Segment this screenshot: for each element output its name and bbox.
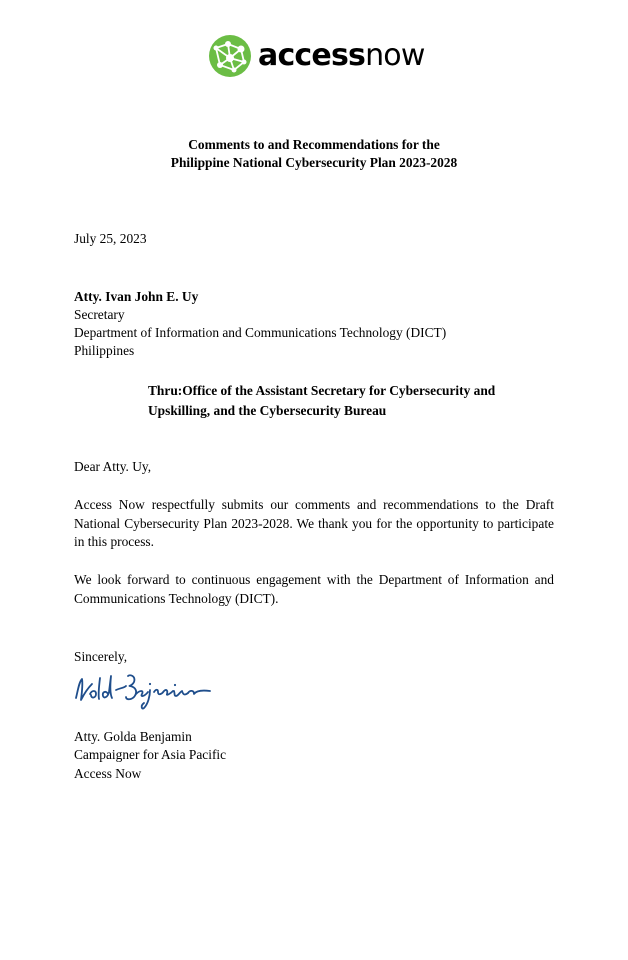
signatory-name: Atty. Golda Benjamin <box>74 729 192 744</box>
thru-line-1: Thru:Office of the Assistant Secretary for Cybersecurity and <box>148 383 496 398</box>
recipient-department: Department of Information and Communications Technology (DICT) <box>74 325 447 340</box>
letter-date: July 25, 2023 <box>74 231 147 246</box>
accessnow-logo <box>208 34 425 78</box>
thru-line-2: Upskilling, and the Cybersecurity Bureau <box>148 403 387 418</box>
title-line-2: Philippine National Cybersecurity Plan 2023-2028 <box>170 155 458 170</box>
salutation: Dear Atty. Uy, <box>74 459 152 474</box>
closing: Sincerely, <box>74 649 128 664</box>
title-line-1: Comments to and Recommendations for the <box>188 137 440 152</box>
recipient-name: Atty. Ivan John E. Uy <box>74 289 199 304</box>
body-paragraph-2: We look forward to continuous engagement with the Department of Information and Communications Technology (DICT). <box>74 572 554 606</box>
body-paragraph-1: Access Now respectfully submits our comments and recommendations to the Draft National Cybersecurity Plan 2023-2028. We thank you for the opportunity to participate in this process. <box>74 497 554 550</box>
globe-icon <box>208 34 252 78</box>
document-title <box>0 136 628 172</box>
recipient-position: Secretary <box>74 307 125 322</box>
logo-text-bold: access <box>258 38 366 73</box>
logo-wordmark <box>258 38 425 73</box>
recipient-country: Philippines <box>74 343 135 358</box>
signatory-title: Campaigner for Asia Pacific <box>74 747 227 762</box>
signatory-organization: Access Now <box>74 766 142 781</box>
handwritten-signature <box>70 670 220 710</box>
logo-text-light: now <box>365 38 425 73</box>
thru-line <box>148 381 548 421</box>
